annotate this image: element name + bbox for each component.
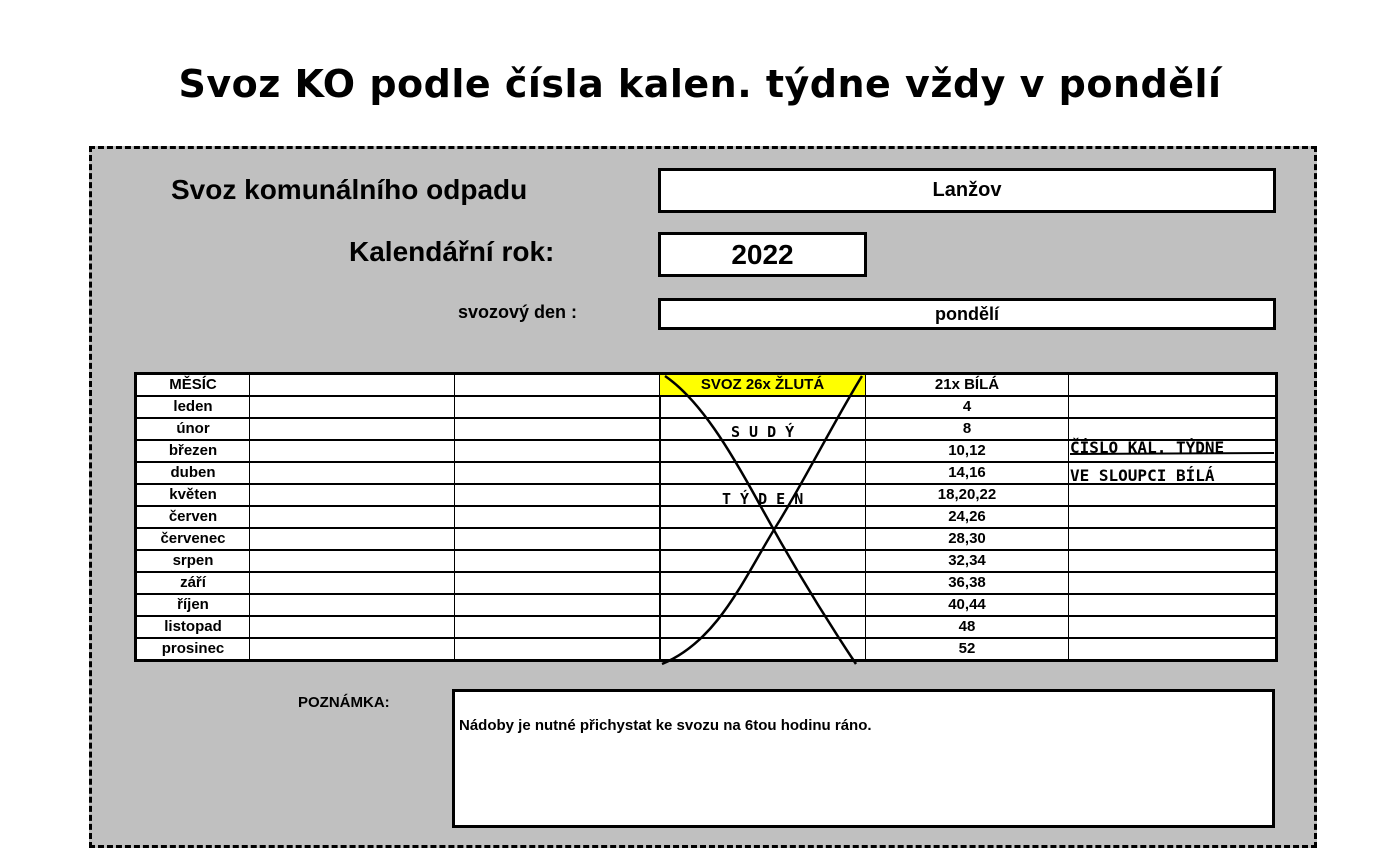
side-note-underline — [1068, 451, 1278, 457]
bila-week-cell: 28,30 — [866, 528, 1069, 550]
month-cell: říjen — [136, 594, 250, 616]
note-label: POZNÁMKA: — [298, 694, 390, 711]
month-cell: listopad — [136, 616, 250, 638]
zluta-note-tyden: T Ý D E N — [722, 490, 804, 508]
bila-week-cell: 48 — [866, 616, 1069, 638]
side-note-line2: VE SLOUPCI BÍLÁ — [1070, 466, 1215, 485]
month-cell: únor — [136, 418, 250, 440]
bila-week-cell: 32,34 — [866, 550, 1069, 572]
bila-week-cell: 40,44 — [866, 594, 1069, 616]
column-header-zluta: SVOZ 26x ŽLUTÁ — [660, 374, 866, 397]
bila-week-cell: 52 — [866, 638, 1069, 661]
month-cell: září — [136, 572, 250, 594]
note-box — [452, 689, 1275, 828]
month-cell: duben — [136, 462, 250, 484]
month-cell: srpen — [136, 550, 250, 572]
month-cell: prosinec — [136, 638, 250, 661]
day-label: svozový den : — [458, 302, 578, 322]
cross-line — [662, 376, 862, 664]
bila-week-cell: 24,26 — [866, 506, 1069, 528]
municipality-field: Lanžov — [658, 168, 1276, 213]
year-field: 2022 — [658, 232, 867, 277]
bila-week-cell: 18,20,22 — [866, 484, 1069, 506]
bila-week-cell: 4 — [866, 396, 1069, 418]
month-cell: červen — [136, 506, 250, 528]
day-field: pondělí — [658, 298, 1276, 330]
bila-week-cell: 14,16 — [866, 462, 1069, 484]
bila-week-cell: 36,38 — [866, 572, 1069, 594]
svoz-label: Svoz komunálního odpadu — [171, 174, 528, 205]
bila-week-cell: 8 — [866, 418, 1069, 440]
note-text: Nádoby je nutné přichystat ke svozu na 6tou hodinu ráno. — [459, 717, 872, 734]
cross-line — [665, 376, 856, 664]
month-cell: červenec — [136, 528, 250, 550]
column-header: MĚSÍC — [136, 374, 250, 397]
month-cell: květen — [136, 484, 250, 506]
side-note-line1: ČÍSLO KAL. TÝDNE — [1070, 438, 1225, 457]
month-cell: březen — [136, 440, 250, 462]
month-cell: leden — [136, 396, 250, 418]
zluta-note-sudy: S U D Ý — [731, 423, 795, 441]
page-title: Svoz KO podle čísla kalen. týdne vždy v pondělí — [178, 62, 1222, 106]
year-label: Kalendářní rok: — [349, 236, 555, 267]
bila-week-cell: 10,12 — [866, 440, 1069, 462]
column-header-bila: 21x BÍLÁ — [866, 374, 1069, 397]
